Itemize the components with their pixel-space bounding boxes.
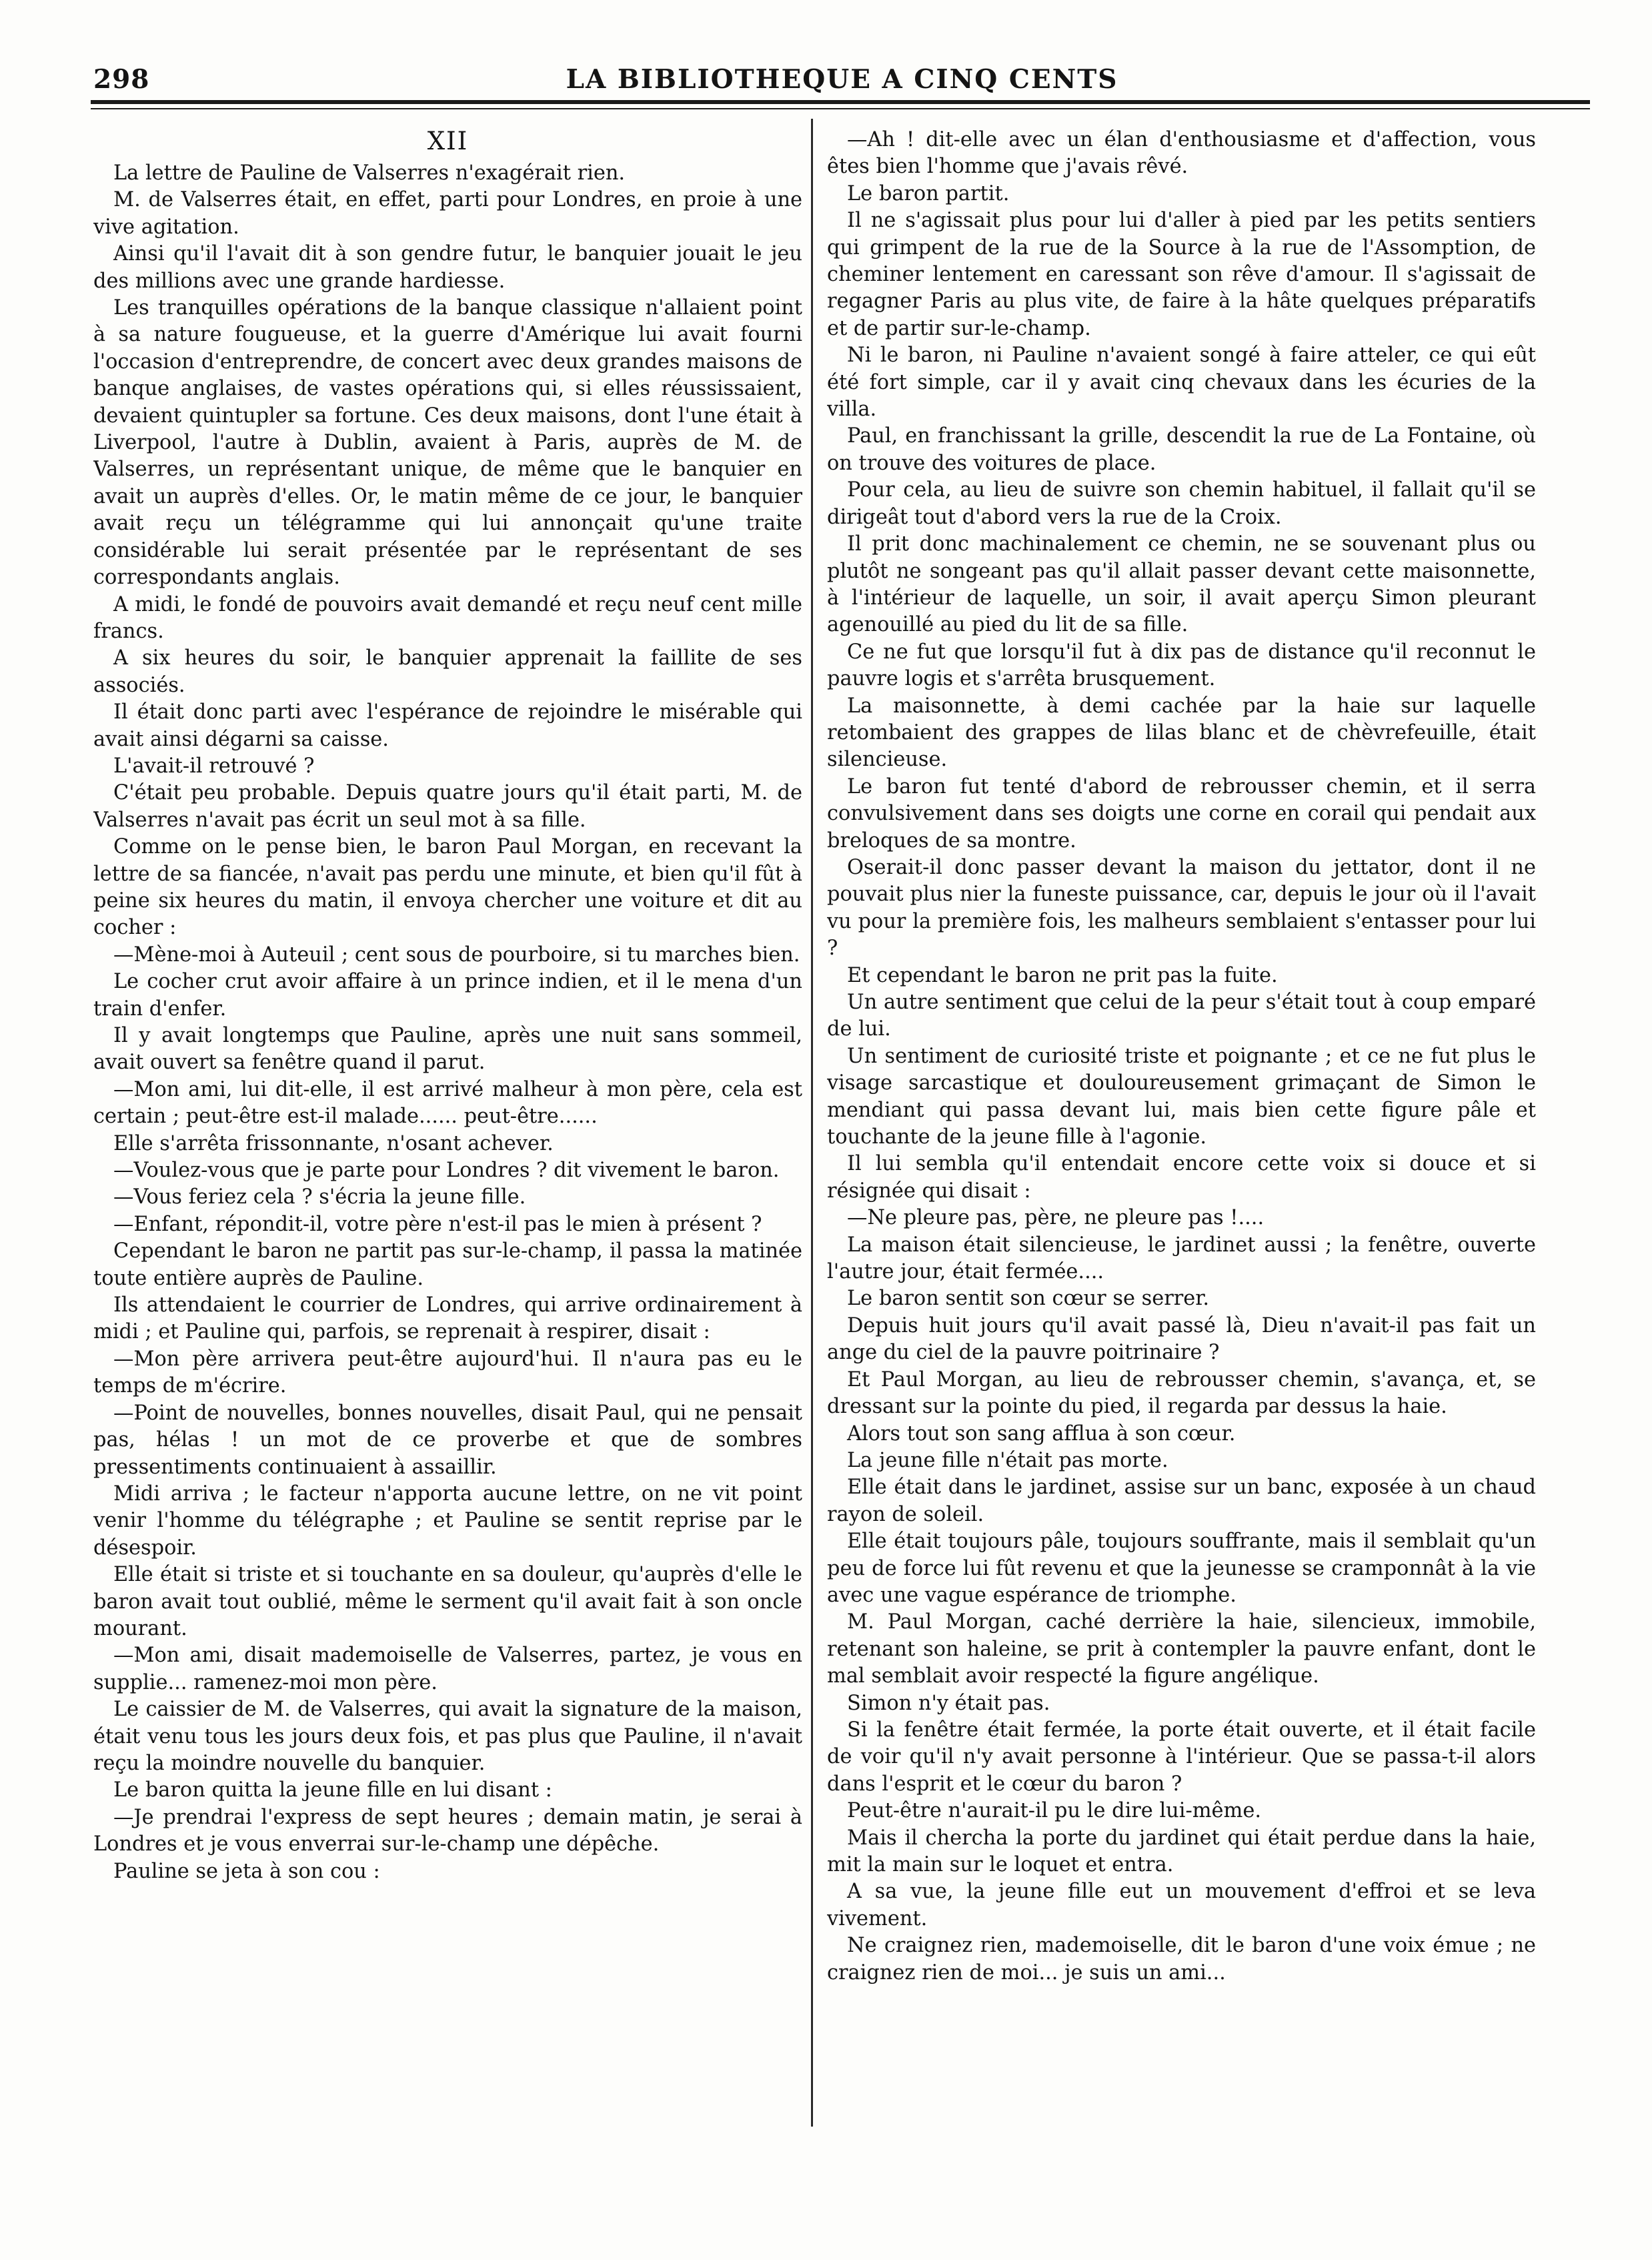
paragraph: Il prit donc machinalement ce chemin, ne se souvenant plus ou plutôt ne songeant pas qu'il allait passer devant cette maisonnette, à l'intérieur de laquelle, un soir, il avait aperçu Simon pleurant agenouillé au pied du lit de sa fille. bbox=[827, 532, 1536, 637]
paragraph: Elle était si triste et si touchante en sa douleur, qu'auprès d'elle le baron avait tout oublié, même le serment qu'il avait fait à son oncle mourant. bbox=[93, 1563, 802, 1640]
paragraph: —Enfant, répondit-il, votre père n'est-il pas le mien à présent ? bbox=[113, 1212, 762, 1236]
paragraph: —Mon père arrivera peut-être aujourd'hui. Il n'aura pas eu le temps de m'écrire. bbox=[93, 1347, 802, 1398]
paragraph: Paul, en franchissant la grille, descendit la rue de La Fontaine, où on trouve des voitures de place. bbox=[827, 424, 1536, 475]
paragraph: Depuis huit jours qu'il avait passé là, Dieu n'avait-il pas fait un ange du ciel de la pauvre poitrinaire ? bbox=[827, 1313, 1536, 1365]
paragraph: Le cocher crut avoir affaire à un prince indien, et il le mena d'un train d'enfer. bbox=[93, 970, 802, 1021]
paragraph: —Je prendrai l'express de sept heures ; demain matin, je serai à Londres et je vous enverrai sur-le-champ une dépêche. bbox=[93, 1805, 802, 1856]
paragraph: Si la fenêtre était fermée, la porte était ouverte, et il était facile de voir qu'il n'y avait personne à l'intérieur. Que se passa-t-il alors dans l'esprit et le cœur du baron ? bbox=[827, 1718, 1536, 1796]
paragraph: A sa vue, la jeune fille eut un mouvement d'effroi et se leva vivement. bbox=[827, 1880, 1536, 1930]
paragraph: Midi arriva ; le facteur n'apporta aucune lettre, on ne vit point venir l'homme du télégraphe ; et Pauline se sentit reprise par le désespoir. bbox=[93, 1482, 802, 1560]
left-paragraphs bbox=[93, 160, 802, 1885]
paragraph: Elle était dans le jardinet, assise sur un banc, exposée à un chaud rayon de soleil. bbox=[827, 1476, 1536, 1526]
paragraph: —Vous feriez cela ? s'écria la jeune fille. bbox=[113, 1185, 526, 1209]
header-rule-thin bbox=[91, 108, 1590, 109]
paragraph: La maisonnette, à demi cachée par la haie sur laquelle retombaient des grappes de lilas blanc et de chèvrefeuille, était silencieuse. bbox=[827, 694, 1536, 772]
paragraph: Ce ne fut que lorsqu'il fut à dix pas de distance qu'il reconnut le pauvre logis et s'arrêta brusquement. bbox=[827, 640, 1536, 691]
paragraph: Le caissier de M. de Valserres, qui avait la signature de la maison, était venu tous les jours deux fois, et pas plus que Pauline, il n'avait reçu la moindre nouvelle du banquier. bbox=[93, 1698, 802, 1775]
paragraph: Le baron sentit son cœur se serrer. bbox=[847, 1287, 1210, 1311]
paragraph: M. de Valserres était, en effet, parti pour Londres, en proie à une vive agitation. bbox=[93, 188, 802, 239]
right-paragraphs bbox=[827, 127, 1536, 1987]
paragraph: Il ne s'agissait plus pour lui d'aller à pied par les petits sentiers qui grimpent de la rue de la Source à la rue de l'Assomption, de cheminer lentement en caressant son rêve d'amour. Il s'agissait de regagner Paris au plus vite, de faire à la hâte quelques préparatifs et de partir sur-le-champ. bbox=[827, 209, 1536, 340]
column-divider bbox=[811, 119, 813, 2127]
paragraph: A six heures du soir, le banquier apprenait la faillite de ses associés. bbox=[93, 646, 802, 697]
page-number: 298 bbox=[93, 64, 150, 95]
right-column bbox=[827, 127, 1536, 2135]
paragraph: La lettre de Pauline de Valserres n'exagérait rien. bbox=[113, 161, 626, 185]
paragraph: Il était donc parti avec l'espérance de rejoindre le misérable qui avait ainsi dégarni sa caisse. bbox=[93, 700, 802, 751]
paragraph: A midi, le fondé de pouvoirs avait demandé et reçu neuf cent mille francs. bbox=[93, 592, 802, 643]
paragraph: Elle était toujours pâle, toujours souffrante, mais il semblait qu'un peu de force lui fût revenu et que la jeunesse se cramponnât à la vie avec une vague espérance de triomphe. bbox=[827, 1530, 1536, 1607]
paragraph: Il lui sembla qu'il entendait encore cette voix si douce et si résignée qui disait : bbox=[827, 1152, 1536, 1203]
paragraph: La jeune fille n'était pas morte. bbox=[847, 1448, 1168, 1472]
paragraph: La maison était silencieuse, le jardinet aussi ; la fenêtre, ouverte l'autre jour, était fermée.... bbox=[827, 1233, 1536, 1284]
paragraph: Ils attendaient le courrier de Londres, qui arrive ordinairement à midi ; et Pauline qui, parfois, se reprenait à respirer, disait : bbox=[93, 1293, 802, 1344]
paragraph: Un autre sentiment que celui de la peur s'était tout à coup emparé de lui. bbox=[827, 991, 1536, 1041]
paragraph: —Voulez-vous que je parte pour Londres ? dit vivement le baron. bbox=[113, 1159, 780, 1183]
header-rule bbox=[91, 100, 1590, 104]
paragraph: —Point de nouvelles, bonnes nouvelles, disait Paul, qui ne pensait pas, hélas ! un mot de ce proverbe et que de sombres pressentiments continuaient à assaillir. bbox=[93, 1401, 802, 1479]
paragraph: Ni le baron, ni Pauline n'avaient songé à faire atteler, ce qui eût été fort simple, car il y avait cinq chevaux dans les écuries de la villa. bbox=[827, 344, 1536, 422]
page-header bbox=[93, 64, 1591, 104]
paragraph: Comme on le pense bien, le baron Paul Morgan, en recevant la lettre de sa fiancée, n'avait pas perdu une minute, et bien qu'il fût à peine six heures du matin, il envoya chercher une voiture et dit au cocher : bbox=[93, 835, 802, 940]
paragraph: Elle s'arrêta frissonnante, n'osant achever. bbox=[113, 1131, 554, 1155]
paragraph: Un sentiment de curiosité triste et poignante ; et ce ne fut plus le visage sarcastique et douloureusement grimaçant de Simon le mendiant qui passa devant lui, mais bien cette figure pâle et touchante de la jeune fille à l'agonie. bbox=[827, 1044, 1536, 1149]
paragraph: Et Paul Morgan, au lieu de rebrousser chemin, s'avança, et, se dressant sur la pointe du pied, il regarda par dessus la haie. bbox=[827, 1367, 1536, 1419]
paragraph: Pour cela, au lieu de suivre son chemin habituel, il fallait qu'il se dirigeât tout d'abord vers la rue de la Croix. bbox=[827, 478, 1536, 529]
paragraph: Cependant le baron ne partit pas sur-le-champ, il passa la matinée toute entière auprès de Pauline. bbox=[93, 1239, 802, 1290]
paragraph: —Mon ami, lui dit-elle, il est arrivé malheur à mon père, cela est certain ; peut-être est-il malade...... peut-être...... bbox=[93, 1077, 802, 1129]
paragraph: Peut-être n'aurait-il pu le dire lui-même. bbox=[847, 1799, 1262, 1823]
paragraph: Le baron quitta la jeune fille en lui disant : bbox=[113, 1778, 552, 1802]
paragraph: Les tranquilles opérations de la banque classique n'allaient point à sa nature fougueuse, et la guerre d'Amérique lui avait fourni l'occasion d'entreprendre, de concert avec deux grandes maisons de banque anglaises, de vastes opérations qui, si elles réussissaient, devaient quintupler sa fortune. Ces deux maisons, dont l'une était à Liverpool, l'autre à Dublin, avaient à Paris, auprès de M. de Valserres, un représentant unique, de même que le banquier en avait un auprès d'elles. Or, le matin même de ce jour, le banquier avait reçu un télégramme qui lui annonçait qu'une traite considérable lui serait présentée par le représentant de ses correspondants anglais. bbox=[93, 296, 802, 590]
paragraph: M. Paul Morgan, caché derrière la haie, silencieux, immobile, retenant son haleine, se prit à contempler la pauvre enfant, dont le mal semblait avoir respecté la figure angélique. bbox=[827, 1610, 1536, 1688]
paragraph: Mais il chercha la porte du jardinet qui était perdue dans la haie, mit la main sur le loquet et entra. bbox=[827, 1826, 1536, 1876]
paragraph: Il y avait longtemps que Pauline, après une nuit sans sommeil, avait ouvert sa fenêtre quand il parut. bbox=[93, 1024, 802, 1075]
paragraph: Ne craignez rien, mademoiselle, dit le baron d'une voix émue ; ne craignez rien de moi... je suis un ami... bbox=[827, 1934, 1536, 1985]
paragraph: Simon n'y était pas. bbox=[847, 1691, 1050, 1715]
paragraph: —Mène-moi à Auteuil ; cent sous de pourboire, si tu marches bien. bbox=[113, 943, 800, 967]
paragraph: C'était peu probable. Depuis quatre jours qu'il était parti, M. de Valserres n'avait pas écrit un seul mot à sa fille. bbox=[93, 781, 802, 832]
paragraph: Pauline se jeta à son cou : bbox=[113, 1859, 380, 1883]
chapter-heading: XII bbox=[427, 127, 469, 155]
paragraph: Le baron fut tenté d'abord de rebrousser chemin, et il serra convulsivement dans ses doigts une corne en corail qui pendait aux breloques de sa montre. bbox=[827, 774, 1536, 853]
paragraph: Oserait-il donc passer devant la maison du jettator, dont il ne pouvait plus nier la funeste puissance, car, depuis le jour où il l'avait vu pour la première fois, les malheurs semblaient s'entasser pour lui ? bbox=[827, 855, 1536, 961]
left-column bbox=[93, 127, 802, 2135]
paragraph: L'avait-il retrouvé ? bbox=[113, 754, 315, 778]
paragraph: Ainsi qu'il l'avait dit à son gendre futur, le banquier jouait le jeu des millions avec une grande hardiesse. bbox=[93, 242, 802, 293]
paragraph: —Mon ami, disait mademoiselle de Valserres, partez, je vous en supplie... ramenez-moi mon père. bbox=[93, 1644, 802, 1694]
paragraph: —Ah ! dit-elle avec un élan d'enthousiasme et d'affection, vous êtes bien l'homme que j'avais rêvé. bbox=[827, 128, 1536, 179]
running-title: LA BIBLIOTHEQUE A CINQ CENTS bbox=[566, 64, 1118, 95]
paragraph: Le baron partit. bbox=[847, 181, 1010, 205]
paragraph: Alors tout son sang afflua à son cœur. bbox=[847, 1422, 1236, 1446]
paragraph: —Ne pleure pas, père, ne pleure pas !.... bbox=[847, 1206, 1265, 1230]
paragraph: Et cependant le baron ne prit pas la fuite. bbox=[847, 963, 1278, 987]
